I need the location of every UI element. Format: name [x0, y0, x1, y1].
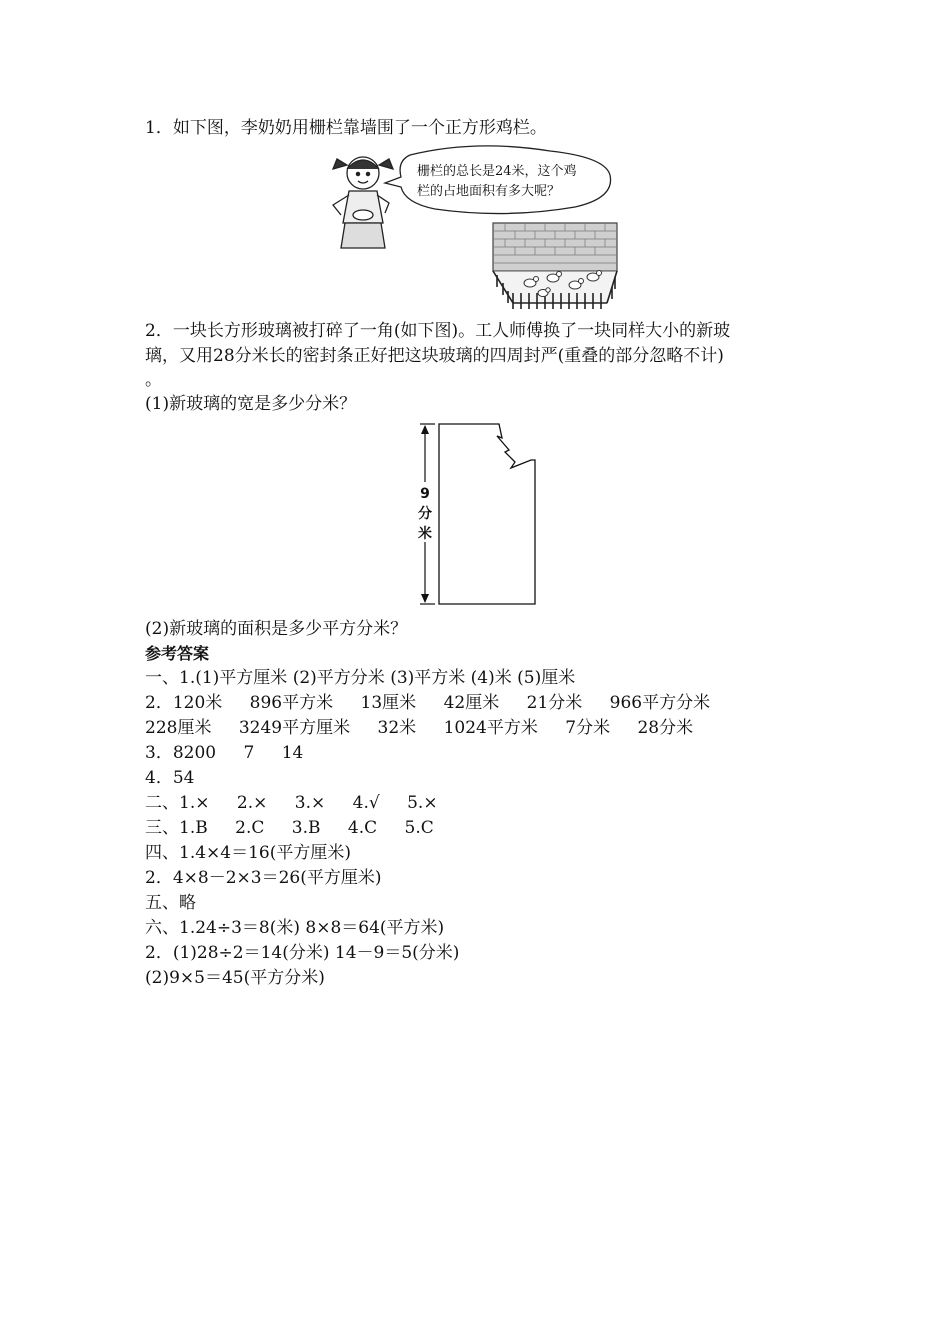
answer-value: 3.× [294, 793, 326, 813]
bubble-line-2: 栏的占地面积有多大呢？ [417, 184, 561, 199]
answer-value: 1024平方米 [443, 718, 538, 738]
answer-section-6-item-1: 六、1.24÷3＝8(米) 8×8＝64(平方米) [145, 918, 445, 938]
bubble-line-1: 栅栏的总长是24米，这个鸡 [417, 164, 577, 179]
answer-value: 28分米 [637, 718, 694, 738]
answers-title: 参考答案 [145, 644, 210, 663]
problem-1-text: 1．如下图，李奶奶用栅栏靠墙围了一个正方形鸡栏。 [145, 118, 547, 138]
answer-value: 4.C [347, 818, 378, 838]
answer-section-2 [145, 791, 438, 816]
figure-label-number: 9 [420, 486, 430, 502]
glass-outline [439, 424, 535, 604]
answer-value: 2．120米 [145, 693, 223, 713]
answer-value: 7 [243, 743, 255, 763]
answer-value: 21分米 [526, 693, 583, 713]
problem-2-question-1: (1)新玻璃的宽是多少分米？ [145, 394, 357, 414]
answer-value: 896平方米 [249, 693, 334, 713]
answer-section-4-item-1: 四、1.4×4＝16(平方厘米) [145, 843, 351, 863]
answer-section-1-item-4: 4．54 [145, 768, 195, 788]
answer-section-5: 五、略 [145, 893, 196, 913]
answer-value: 4.√ [352, 793, 380, 813]
problem-2-line-2: 璃，又用28分米长的密封条正好把这块玻璃的四周封严(重叠的部分忽略不计) [145, 346, 724, 366]
answer-section-1-item-2b [145, 716, 693, 741]
answer-section-4-item-2: 2．4×8－2×3＝26(平方厘米) [145, 868, 382, 888]
answer-section-1-item-2 [145, 691, 710, 716]
problem-2-line-3: 。 [145, 370, 162, 390]
arrow-down-icon [421, 594, 429, 603]
answer-value: 2.C [235, 818, 265, 838]
answer-value: 二、1.× [145, 793, 210, 813]
arrow-up-icon [421, 425, 429, 434]
broken-glass-figure [405, 420, 545, 612]
answer-value: 7分米 [565, 718, 611, 738]
problem-2-line-1: 2．一块长方形玻璃被打碎了一角(如下图)。工人师傅换了一块同样大小的新玻 [145, 321, 731, 341]
answer-section-3 [145, 816, 434, 841]
answer-value: 三、1.B [145, 818, 208, 838]
answer-value: 14 [281, 743, 304, 763]
answer-value: 5.C [404, 818, 434, 838]
problem-2-question-2: (2)新玻璃的面积是多少平方分米？ [145, 619, 408, 639]
answer-section-1-item-3 [145, 741, 303, 766]
answer-section-1-item-1: 一、1.(1)平方厘米 (2)平方分米 (3)平方米 (4)米 (5)厘米 [145, 668, 576, 688]
figure-label-unit-1: 分 [418, 506, 432, 522]
answer-section-6-item-3: (2)9×5＝45(平方分米) [145, 968, 325, 988]
chicken-pen-illustration [325, 143, 625, 313]
speech-bubble [385, 146, 611, 214]
answer-value: 42厘米 [443, 693, 500, 713]
answer-value: 32米 [377, 718, 417, 738]
answer-value: 3.B [291, 818, 321, 838]
answer-value: 3249平方厘米 [238, 718, 351, 738]
brick-wall [493, 223, 617, 271]
answer-value: 5.× [407, 793, 438, 813]
answer-value: 2.× [236, 793, 268, 813]
figure-label-unit-2: 米 [418, 526, 432, 542]
answer-value: 228厘米 [145, 718, 212, 738]
answer-section-6-item-2: 2．(1)28÷2＝14(分米) 14－9＝5(分米) [145, 943, 460, 963]
answer-value: 3．8200 [145, 743, 217, 763]
girl-figure [333, 157, 393, 248]
answer-value: 13厘米 [360, 693, 417, 713]
answer-value: 966平方分米 [609, 693, 711, 713]
